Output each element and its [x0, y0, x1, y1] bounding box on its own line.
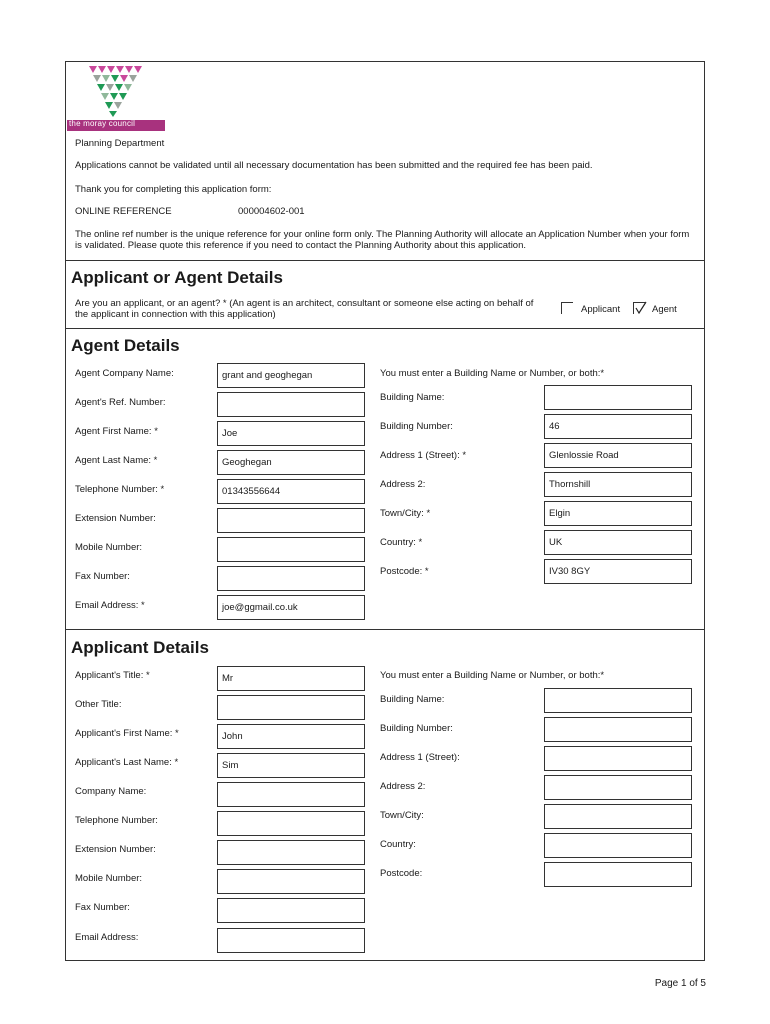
applicant-building-name-field[interactable] — [544, 688, 692, 713]
agent-option-label: Agent — [652, 304, 677, 315]
agent-town-field[interactable]: Elgin — [544, 501, 692, 526]
agent-postcode-field[interactable]: IV30 8GY — [544, 559, 692, 584]
applicant-or-agent-title: Applicant or Agent Details — [71, 268, 283, 287]
agent-building-number-field[interactable]: 46 — [544, 414, 692, 439]
applicant-building-number-field[interactable] — [544, 717, 692, 742]
applicant-country-field[interactable] — [544, 833, 692, 858]
form-page-frame — [65, 61, 705, 961]
applicant-fax-label: Fax Number: — [75, 902, 130, 913]
applicant-address2-field[interactable] — [544, 775, 692, 800]
agent-building-number-label: Building Number: — [380, 421, 453, 432]
applicant-title-field[interactable]: Mr — [217, 666, 365, 691]
agent-address2-label: Address 2: — [380, 479, 426, 490]
agent-ref-number-field[interactable] — [217, 392, 365, 417]
applicant-town-field[interactable] — [544, 804, 692, 829]
agent-last-name-field[interactable]: Geoghegan — [217, 450, 365, 475]
applicant-address1-field[interactable] — [544, 746, 692, 771]
applicant-building-number-label: Building Number: — [380, 723, 453, 734]
agent-town-label: Town/City: * — [380, 508, 431, 519]
agent-building-name-label: Building Name: — [380, 392, 445, 403]
page-number: Page 1 of 5 — [654, 978, 706, 989]
applicant-details-title: Applicant Details — [71, 638, 209, 657]
validation-note: Applications cannot be validated until all necessary documentation has been submitted and the required fee has been paid. — [75, 160, 593, 171]
applicant-last-name-field[interactable]: Sim — [217, 753, 365, 778]
agent-country-field[interactable]: UK — [544, 530, 692, 555]
divider — [66, 629, 704, 630]
applicant-fax-field[interactable] — [217, 898, 365, 923]
agent-telephone-field[interactable]: 01343556644 — [217, 479, 365, 504]
agent-company-name-label: Agent Company Name: — [75, 368, 174, 379]
thanks-note: Thank you for completing this application form: — [75, 184, 272, 195]
applicant-email-label: Email Address: — [75, 932, 139, 943]
applicant-other-title-label: Other Title: — [75, 699, 122, 710]
applicant-mobile-label: Mobile Number: — [75, 873, 143, 884]
applicant-first-name-label: Applicant's First Name: * — [75, 728, 179, 739]
online-ref-label: ONLINE REFERENCE — [75, 206, 172, 217]
agent-telephone-label: Telephone Number: * — [75, 484, 165, 495]
agent-first-name-field[interactable]: Joe — [217, 421, 365, 446]
agent-address1-field[interactable]: Glenlossie Road — [544, 443, 692, 468]
applicant-last-name-label: Applicant's Last Name: * — [75, 757, 179, 768]
applicant-checkbox[interactable] — [561, 302, 573, 314]
department-name: Planning Department — [75, 138, 165, 149]
applicant-address1-label: Address 1 (Street): — [380, 752, 460, 763]
agent-extension-field[interactable] — [217, 508, 365, 533]
applicant-company-name-label: Company Name: — [75, 786, 147, 797]
checkmark-icon — [634, 301, 648, 315]
applicant-extension-label: Extension Number: — [75, 844, 156, 855]
applicant-postcode-field[interactable] — [544, 862, 692, 887]
applicant-postcode-label: Postcode: — [380, 868, 423, 879]
applicant-other-title-field[interactable] — [217, 695, 365, 720]
applicant-building-note: You must enter a Building Name or Number, or both:* — [380, 670, 605, 681]
divider — [66, 328, 704, 329]
agent-address1-label: Address 1 (Street): * — [380, 450, 467, 461]
agent-company-name-field[interactable]: grant and geoghegan — [217, 363, 365, 388]
agent-checkbox[interactable] — [633, 302, 645, 314]
agent-fax-label: Fax Number: — [75, 571, 130, 582]
agent-building-note: You must enter a Building Name or Number, or both:* — [380, 368, 605, 379]
divider — [66, 260, 704, 261]
agent-country-label: Country: * — [380, 537, 423, 548]
agent-mobile-field[interactable] — [217, 537, 365, 562]
agent-mobile-label: Mobile Number: — [75, 542, 143, 553]
agent-first-name-label: Agent First Name: * — [75, 426, 158, 437]
ref-note: The online ref number is the unique reference for your online form only. The Planning Authority will allocate an Application Number when your form is validated. Please quote this reference if you need to contact the Planning Authority about this application. — [75, 229, 690, 251]
applicant-company-name-field[interactable] — [217, 782, 365, 807]
logo-text: the moray council — [69, 119, 136, 128]
applicant-first-name-field[interactable]: John — [217, 724, 365, 749]
applicant-or-agent-question: Are you an applicant, or an agent? * (An agent is an architect, consultant or someone else acting on behalf of the applicant in connection with this application) — [75, 298, 534, 320]
applicant-address2-label: Address 2: — [380, 781, 426, 792]
applicant-mobile-field[interactable] — [217, 869, 365, 894]
applicant-telephone-label: Telephone Number: — [75, 815, 158, 826]
applicant-title-label: Applicant's Title: * — [75, 670, 150, 681]
agent-address2-field[interactable]: Thornshill — [544, 472, 692, 497]
applicant-country-label: Country: — [380, 839, 416, 850]
applicant-building-name-label: Building Name: — [380, 694, 445, 705]
applicant-email-field[interactable] — [217, 928, 365, 953]
agent-extension-label: Extension Number: — [75, 513, 156, 524]
applicant-extension-field[interactable] — [217, 840, 365, 865]
agent-last-name-label: Agent Last Name: * — [75, 455, 158, 466]
agent-fax-field[interactable] — [217, 566, 365, 591]
agent-building-name-field[interactable] — [544, 385, 692, 410]
agent-ref-number-label: Agent's Ref. Number: — [75, 397, 166, 408]
online-ref-value: 000004602-001 — [238, 206, 305, 217]
agent-details-title: Agent Details — [71, 336, 180, 355]
agent-postcode-label: Postcode: * — [380, 566, 429, 577]
agent-email-field[interactable]: joe@ggmail.co.uk — [217, 595, 365, 620]
agent-email-label: Email Address: * — [75, 600, 145, 611]
applicant-telephone-field[interactable] — [217, 811, 365, 836]
applicant-town-label: Town/City: — [380, 810, 424, 821]
applicant-option-label: Applicant — [581, 304, 621, 315]
